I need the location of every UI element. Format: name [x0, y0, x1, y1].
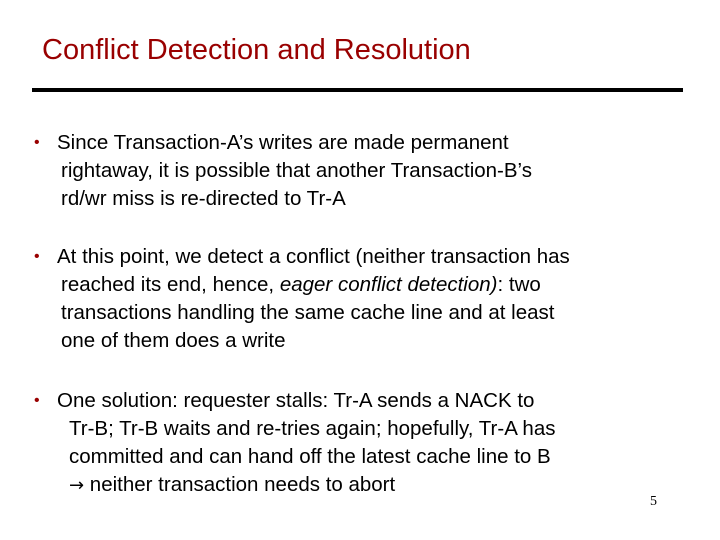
bullet-line: rightaway, it is possible that another Transaction-B’s — [61, 159, 532, 182]
bullet-marker: • — [34, 134, 40, 151]
bullet-line — [34, 387, 556, 415]
bullet-line: rd/wr miss is re-directed to Tr-A — [61, 187, 346, 210]
bullet-text: Since Transaction-A’s writes are made permanent — [57, 131, 509, 154]
bullet-line — [34, 271, 570, 299]
title-divider — [32, 88, 683, 92]
bullet-line: Tr-B; Tr-B waits and re-tries again; hopefully, Tr-A has — [69, 417, 556, 440]
bullet-line — [34, 243, 570, 271]
bullet-line: committed and can hand off the latest cache line to B — [69, 445, 551, 468]
bullet-text: reached its end, hence, — [61, 273, 280, 296]
bullet-item-1 — [34, 129, 532, 213]
bullet-text: One solution: requester stalls: Tr-A sends a NACK to — [57, 389, 535, 412]
bullet-line — [34, 471, 556, 500]
bullet-marker: • — [34, 248, 40, 265]
bullet-line — [34, 129, 532, 157]
bullet-text: : two — [497, 273, 541, 296]
bullet-marker: • — [34, 392, 40, 409]
bullet-item-3 — [34, 387, 556, 500]
page-number: 5 — [650, 494, 657, 509]
bullet-text: At this point, we detect a conflict (neither transaction has — [57, 245, 570, 268]
bullet-line: one of them does a write — [61, 329, 286, 352]
bullet-line: transactions handling the same cache line and at least — [61, 301, 555, 324]
right-arrow-icon: → — [69, 475, 85, 496]
bullet-text: neither transaction needs to abort — [84, 473, 396, 496]
slide-title: Conflict Detection and Resolution — [42, 34, 471, 66]
bullet-emphasis-text: eager conflict detection) — [279, 273, 498, 296]
bullet-item-2 — [34, 243, 570, 355]
